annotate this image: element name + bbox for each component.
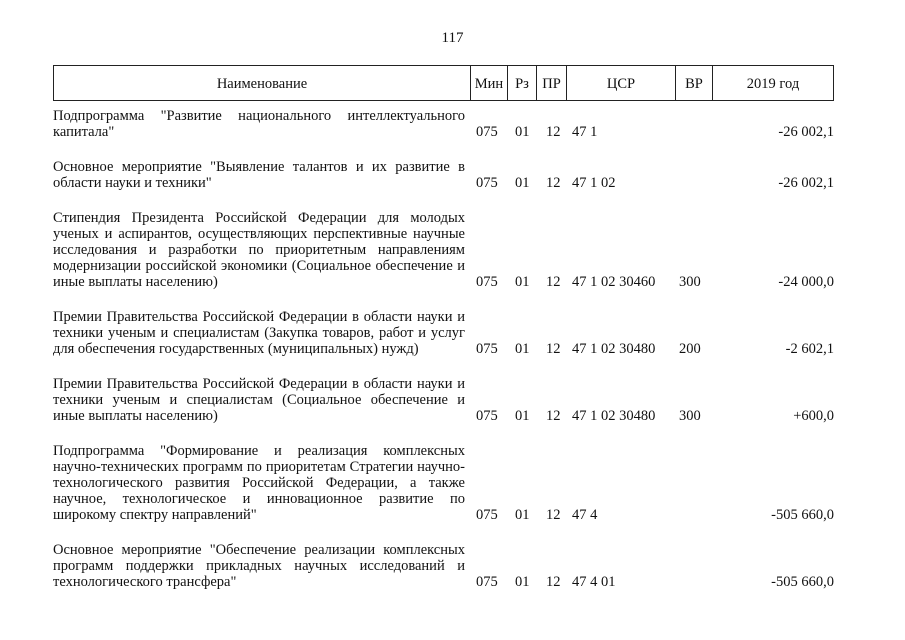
row-sum: -26 002,1 — [778, 124, 834, 140]
row-pr: 12 — [546, 341, 561, 357]
row-min: 075 — [476, 507, 498, 523]
table-header — [53, 65, 834, 101]
row-sum: -505 660,0 — [771, 574, 834, 590]
row-sum: -2 602,1 — [785, 341, 834, 357]
row-csr: 47 1 02 30460 — [572, 274, 656, 290]
row-csr: 47 4 01 — [572, 574, 616, 590]
row-vr: 300 — [679, 408, 701, 424]
row-min: 075 — [476, 274, 498, 290]
header-year: 2019 год — [712, 66, 833, 100]
header-vr: ВР — [675, 66, 712, 100]
row-pr: 12 — [546, 124, 561, 140]
table-row — [53, 443, 834, 523]
table-row — [53, 210, 834, 290]
row-vr: 200 — [679, 341, 701, 357]
row-csr: 47 4 — [572, 507, 598, 523]
row-pr: 12 — [546, 507, 561, 523]
row-min: 075 — [476, 408, 498, 424]
row-name: Подпрограмма "Развитие национального интеллектуального капитала" — [53, 108, 465, 140]
table-row — [53, 309, 834, 357]
row-sum: -26 002,1 — [778, 175, 834, 191]
row-rz: 01 — [515, 124, 530, 140]
row-rz: 01 — [515, 408, 530, 424]
row-name: Стипендия Президента Российской Федерации для молодых ученых и аспирантов, осуществляющих перспективные научные исследования и разработки по приоритетным направлениям модернизации российской экономики (Социальное обеспечение и иные выплаты населению) — [53, 210, 465, 290]
table-row — [53, 108, 834, 140]
row-name: Премии Правительства Российской Федерации в области науки и техники ученым и специалистам (Закупка товаров, работ и услуг для обеспечения государственных (муниципальных) нужд) — [53, 309, 465, 357]
row-name: Подпрограмма "Формирование и реализация комплексных научно-технических программ по приоритетам Стратегии научно-технологического развития Российской Федерации, а также научное, технологическое и инновационное развитие по широкому спектру направлений" — [53, 443, 465, 523]
header-name: Наименование — [216, 76, 308, 92]
row-min: 075 — [476, 574, 498, 590]
row-vr: 300 — [679, 274, 701, 290]
row-pr: 12 — [546, 274, 561, 290]
header-rz: Рз — [507, 66, 536, 100]
row-rz: 01 — [515, 507, 530, 523]
row-sum: +600,0 — [793, 408, 834, 424]
table-row — [53, 159, 834, 191]
header-pr: ПР — [536, 66, 566, 100]
row-pr: 12 — [546, 574, 561, 590]
page-number: 117 — [441, 30, 464, 46]
row-csr: 47 1 02 30480 — [572, 341, 656, 357]
row-rz: 01 — [515, 574, 530, 590]
row-csr: 47 1 — [572, 124, 598, 140]
table-row — [53, 542, 834, 590]
row-name: Премии Правительства Российской Федерации в области науки и техники ученым и специалистам (Социальное обеспечение и иные выплаты населению) — [53, 376, 465, 424]
table-row — [53, 376, 834, 424]
row-sum: -505 660,0 — [771, 507, 834, 523]
row-name: Основное мероприятие "Обеспечение реализации комплексных программ поддержки прикладных научных исследований и технологического трансфера" — [53, 542, 465, 590]
table-body — [53, 108, 834, 609]
row-min: 075 — [476, 341, 498, 357]
row-min: 075 — [476, 175, 498, 191]
header-min: Мин — [470, 66, 507, 100]
row-pr: 12 — [546, 408, 561, 424]
row-name: Основное мероприятие "Выявление талантов и их развитие в области науки и техники" — [53, 159, 465, 191]
row-csr: 47 1 02 — [572, 175, 616, 191]
row-rz: 01 — [515, 175, 530, 191]
header-csr: ЦСР — [566, 66, 675, 100]
row-sum: -24 000,0 — [778, 274, 834, 290]
row-rz: 01 — [515, 274, 530, 290]
row-min: 075 — [476, 124, 498, 140]
row-rz: 01 — [515, 341, 530, 357]
row-pr: 12 — [546, 175, 561, 191]
row-csr: 47 1 02 30480 — [572, 408, 656, 424]
